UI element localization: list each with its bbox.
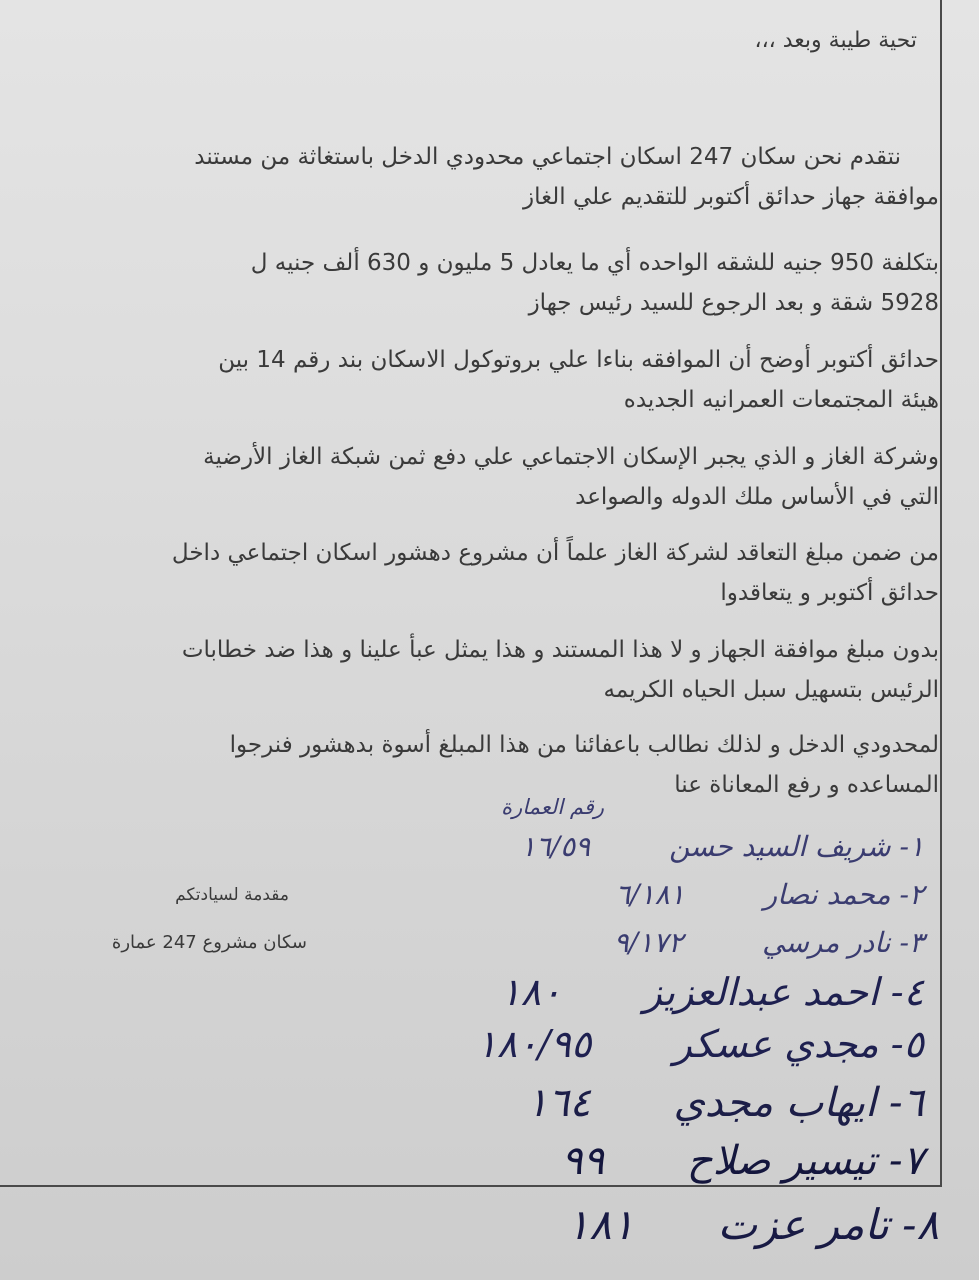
paragraph-7 [230,725,939,805]
paragraph-6 [182,630,939,710]
signature-row [561,1138,924,1184]
signature-row [500,970,924,1014]
residents-line: سكان مشروع 247 عمارة [111,932,307,953]
page-border-bottom [0,1185,942,1187]
signature-row [567,1200,939,1249]
signature-row [477,1022,924,1066]
greeting: تحية طيبة وبعد ،،، [754,28,917,53]
paragraph-line: التي في الأساس ملك الدوله والصواعد [575,484,939,510]
signature-unit: ١٦/٥٩ [520,830,591,863]
signature-unit: ١٨١ [566,1200,635,1249]
signature-unit: ٩٩ [561,1138,605,1184]
signature-row [615,878,924,911]
signature-row [526,1080,924,1126]
signature-unit: ٦/١٨١ [615,878,685,911]
signature-name: ٨- تامر عزت [717,1200,939,1249]
paragraph-line: موافقة جهاز حدائق أكتوبر للتقديم علي الغاز [523,184,939,210]
signature-name: ٧- تيسير صلاح [686,1138,924,1184]
paragraph-line: المساعده و رفع المعاناة عنا [674,772,939,798]
signature-name: ٥- مجدي عسكر [673,1022,924,1066]
signature-name: ٤- احمد عبدالعزيز [643,970,924,1014]
paragraph-5 [172,533,939,613]
page-border-right [940,0,942,1185]
paragraph-line: وشركة الغاز و الذي يجبر الإسكان الاجتماعي علي دفع ثمن شبكة الغاز الأرضية [203,444,939,470]
signature-name: ٢- محمد نصار [763,878,924,911]
signature-name: ٦- ايهاب مجدي [673,1080,924,1126]
paragraph-line: نتقدم نحن سكان 247 اسكان اجتماعي محدودي الدخل باستغاثة من مستند [194,144,901,170]
paragraph-4 [203,437,939,517]
signature-row [521,830,924,863]
paragraph-1 [194,137,939,217]
paragraph-line: بتكلفة 950 جنيه للشقه الواحده أي ما يعادل 5 مليون و 630 ألف جنيه ل [250,250,939,276]
signatures-column-header: رقم العمارة [501,795,604,819]
paragraph-line: هيئة المجتمعات العمرانيه الجديده [623,387,939,413]
paragraph-line: حدائق أكتوبر و يتعاقدوا [720,580,939,606]
signature-name: ٣- نادر مرسي [762,926,924,959]
submitted-by-line: مقدمة لسيادتكم [175,885,289,905]
paragraph-line: 5928 شقة و بعد الرجوع للسيد رئيس جهاز [528,290,939,316]
paragraph-2 [251,243,939,323]
signature-unit: ٩/١٧٢ [613,926,684,959]
paragraph-line: لمحدودي الدخل و لذلك نطالب باعفائنا من هذا المبلغ أسوة بدهشور فنرجوا [229,732,939,758]
signature-unit: ١٦٤ [526,1080,591,1126]
paragraph-line: بدون مبلغ موافقة الجهاز و لا هذا المستند و هذا يمثل عبأ علينا و هذا ضد خطابات [181,637,939,663]
signature-unit: ١٨٠/٩٥ [476,1022,592,1066]
paragraph-line: من ضمن مبلغ التعاقد لشركة الغاز علماً أن مشروع دهشور اسكان اجتماعي داخل [171,540,939,566]
paragraph-line: حدائق أكتوبر أوضح أن الموافقه بناءا علي بروتوكول الاسكان بند رقم 14 بين [218,347,939,373]
signature-unit: ١٨٠ [500,970,562,1014]
paragraph-line: الرئيس بتسهيل سبل الحياه الكريمه [603,677,939,703]
signature-row [614,926,924,959]
signature-name: ١- شريف السيد حسن [669,830,924,863]
paragraph-3 [218,340,939,420]
